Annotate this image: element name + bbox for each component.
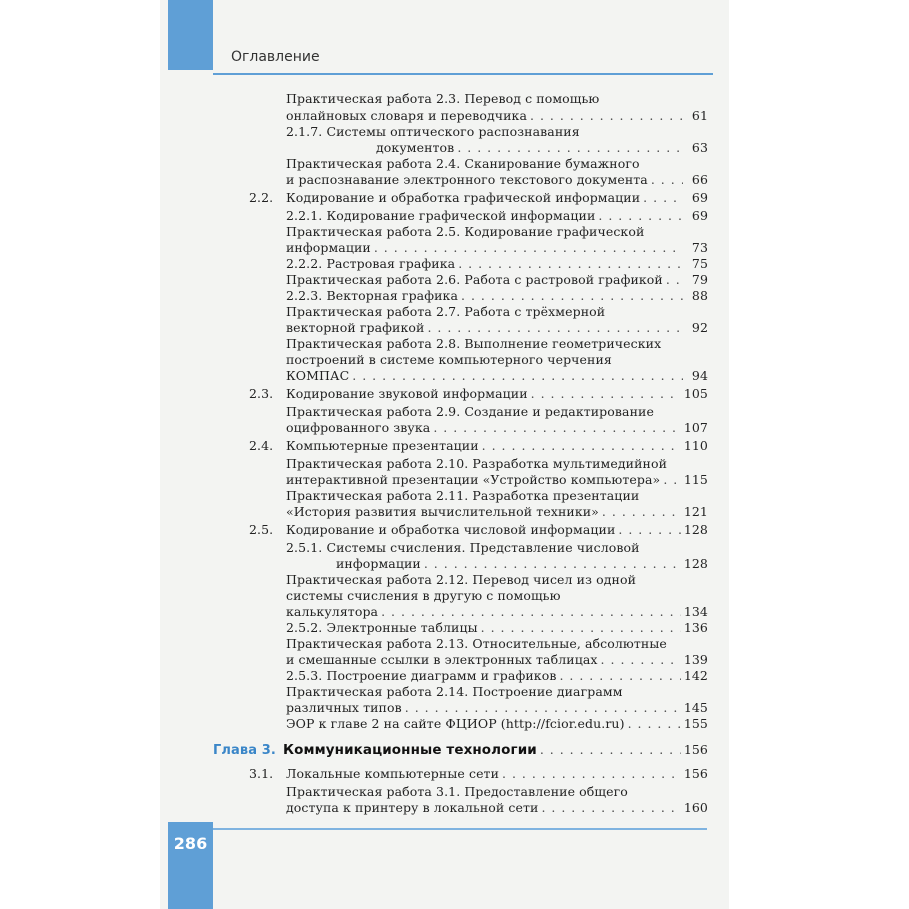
toc-entry[interactable]: и распознавание электронного текстового документа . . . 66 [286,172,708,188]
toc-entry[interactable]: интерактивной презентации «Устройство компьютера» . . . 115 [286,472,708,488]
page-number: 286 [173,834,208,853]
section-number: 3.1. [249,766,274,781]
toc-entry[interactable]: КОМПАС . . . 94 [286,368,708,384]
toc-entry[interactable]: онлайновых словаря и переводчика . . . 61 [286,108,708,124]
section-number: 2.3. [249,386,274,401]
section-number: 2.5. [249,522,274,537]
section-number: 2.2. [249,190,274,205]
toc-line: Практическая работа 2.9. Создание и редактирование [286,404,654,419]
section-number: 2.4. [249,438,274,453]
toc-entry[interactable]: оцифрованного звука . . . 107 [286,420,708,436]
toc-entry[interactable]: различных типов . . . 145 [286,700,708,716]
toc-section[interactable]: 2.5. Кодирование и обработка числовой информации . . . 128 [249,522,708,538]
toc-entry[interactable]: 2.2.2. Растровая графика . . . 75 [286,256,708,272]
chapter-title: Коммуникационные технологии [283,742,537,758]
toc-entry[interactable]: 2.5.3. Построение диаграмм и графиков . . . 142 [286,668,708,684]
toc-line: Практическая работа 2.5. Кодирование графической [286,224,645,239]
toc-line: Практическая работа 2.13. Относительные, абсолютные [286,636,667,651]
toc-entry[interactable]: векторной графикой . . . 92 [286,320,708,336]
toc-entry[interactable]: калькулятора . . . 134 [286,604,708,620]
toc-line: построений в системе компьютерного черчения [286,352,612,367]
toc-entry[interactable]: доступа к принтеру в локальной сети . . . 160 [286,800,708,816]
toc-section[interactable]: 3.1. Локальные компьютерные сети . . . 156 [249,766,708,782]
toc-line: Практическая работа 2.4. Сканирование бумажного [286,156,640,171]
toc-entry[interactable]: 2.2.3. Векторная графика . . . 88 [286,288,708,304]
toc-line: Практическая работа 2.10. Разработка мультимедийной [286,456,668,471]
toc-section[interactable]: 2.4. Компьютерные презентации . . . 110 [249,438,708,454]
toc-entry[interactable]: Практическая работа 2.6. Работа с растровой графикой . . . 79 [286,272,708,288]
toc-line: 2.1.7. Системы оптического распознавания [286,124,580,139]
toc-entry[interactable]: 2.5.2. Электронные таблицы . . . 136 [286,620,708,636]
toc-line: Практическая работа 2.3. Перевод с помощью [286,91,600,106]
toc-line: Практическая работа 3.1. Предоставление общего [286,784,628,799]
toc-line: Практическая работа 2.14. Построение диаграмм [286,684,623,699]
toc-entry[interactable]: 2.2.1. Кодирование графической информации . . . 69 [286,208,708,224]
toc-line: Практическая работа 2.7. Работа с трёхмерной [286,304,606,319]
toc-line: 2.5.1. Системы счисления. Представление числовой [286,540,640,555]
toc-section[interactable]: 2.3. Кодирование звуковой информации . . . 105 [249,386,708,402]
toc-line: Практическая работа 2.8. Выполнение геометрических [286,336,662,351]
toc-line: системы счисления в другую с помощью [286,588,561,603]
toc-chapter[interactable]: Глава 3. Коммуникационные технологии . . . 156 [213,742,708,759]
toc-entry[interactable]: документов . . . 63 [376,140,708,156]
toc-entry[interactable]: информации . . . 128 [336,556,708,572]
chapter-label: Глава 3. [213,743,276,758]
toc-entry[interactable]: «История развития вычислительной техники» . . . 121 [286,504,708,520]
toc-entry[interactable]: ЭОР к главе 2 на сайте ФЦИОР (http://fcior.edu.ru) . . . 155 [286,716,708,732]
toc-entry[interactable]: и смешанные ссылки в электронных таблицах . . . 139 [286,652,708,668]
running-header: Оглавление [231,49,320,65]
toc-line: Практическая работа 2.11. Разработка презентации [286,488,640,503]
toc-entry[interactable]: информации . . . 73 [286,240,708,256]
toc-section[interactable]: 2.2. Кодирование и обработка графической информации . . . 69 [249,190,708,206]
toc-line: Практическая работа 2.12. Перевод чисел из одной [286,572,636,587]
